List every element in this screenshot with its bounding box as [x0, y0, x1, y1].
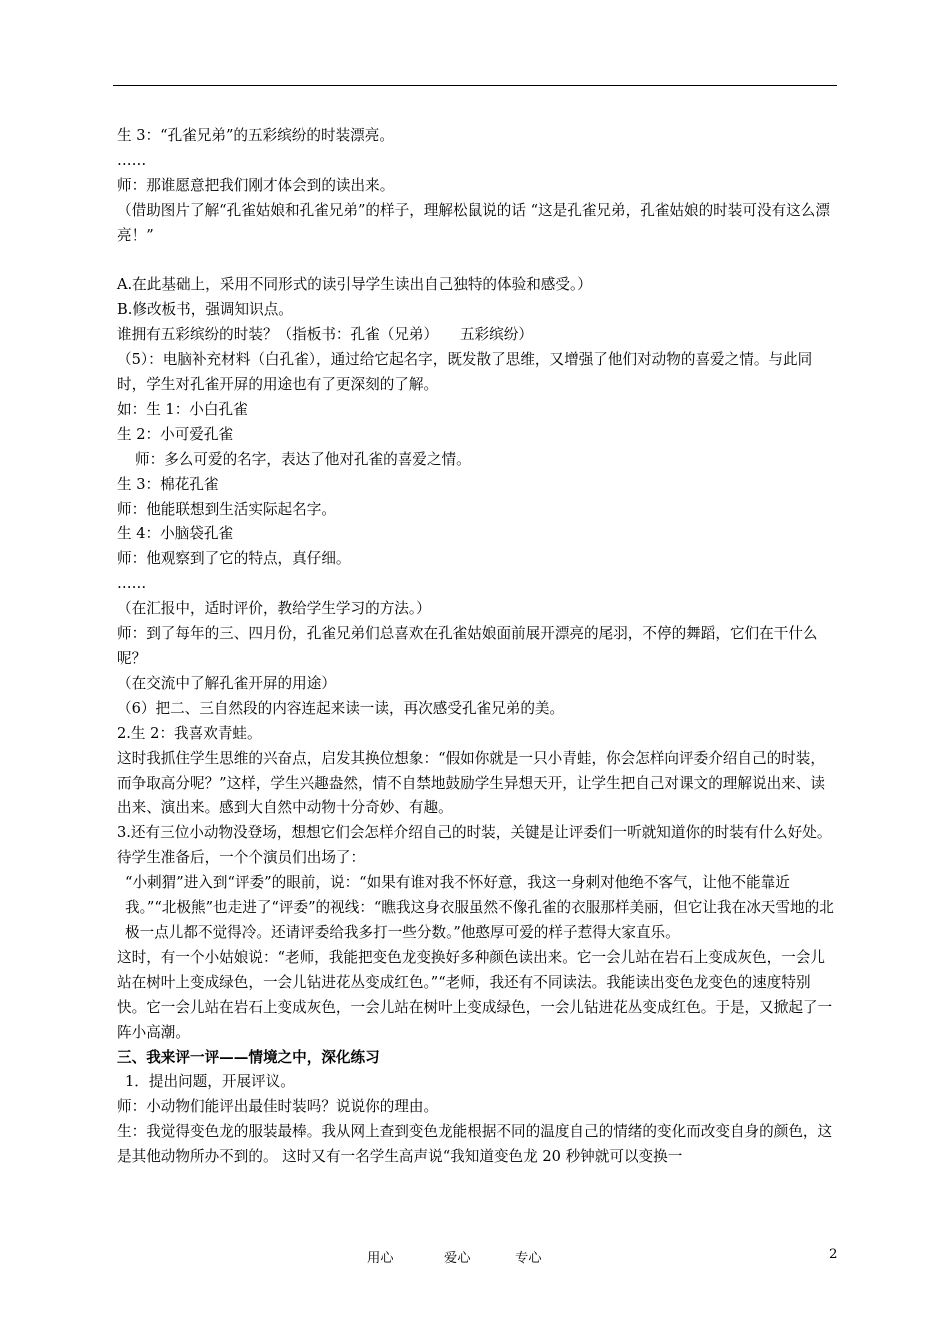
text-line: （在交流中了解孔雀开屏的用途）	[117, 674, 336, 692]
text-line: 生 2：小可爱孔雀	[117, 425, 234, 443]
text-line: 师：多么可爱的名字，表达了他对孔雀的喜爱之情。	[135, 450, 471, 468]
text-line: 待学生准备后，一个个演员们出场了：	[117, 849, 366, 867]
text-line: A.在此基础上，采用不同形式的读引导学生读出自己独特的体验和感受。）	[117, 276, 592, 294]
text-line: 生 4：小脑袋孔雀	[117, 525, 234, 543]
text-line: ……	[117, 575, 147, 593]
text-line: 师：他观察到了它的特点，真仔细。	[117, 550, 351, 568]
text-line: 生 3：棉花孔雀	[117, 475, 219, 493]
header-rule	[113, 85, 837, 86]
page-footer	[0, 1247, 950, 1267]
text-line: 这时，有一个小姑娘说：“老师，我能把变色龙变换好多种颜色读出来。它一会儿站在岩石上变成灰色，一会儿站在树叶上变成绿色，一会儿钻进花丛变成红色。”“老师，我还有不同读法。我能读出变色龙变色的速度特别快。它一会儿站在岩石上变成灰色，一会儿站在树叶上变成绿色，一会儿钻进花丛变成红色。于是，又掀起了一阵小高潮。	[117, 948, 833, 1041]
text-line: 如：生 1：小白孔雀	[117, 400, 248, 418]
text-line: 谁拥有五彩缤纷的时装？（指板书：孔雀（兄弟） 五彩缤纷）	[117, 326, 533, 344]
text-line: 这时我抓住学生思维的兴奋点，启发其换位想象：“假如你就是一只小青蛙，你会怎样向评委介绍自己的时装，而争取高分呢？”这样，学生兴趣盎然，情不自禁地鼓励学生异想天开，让学生把自己对课文的理解说出来、读出来、演出来。感到大自然中动物十分奇妙、有趣。	[117, 749, 825, 817]
text-line: 1．提出问题，开展评议。	[125, 1073, 295, 1091]
text-line: （5）：电脑补充材料（白孔雀），通过给它起名字，既发散了思维，又增强了他们对动物的喜爱之情。与此同时，学生对孔雀开屏的用途也有了更深刻的了解。	[117, 351, 813, 394]
text-line: （6）把二、三自然段的内容连起来读一读，再次感受孔雀兄弟的美。	[117, 699, 565, 717]
text-line: 师：到了每年的三、四月份，孔雀兄弟们总喜欢在孔雀姑娘面前展开漂亮的尾羽，不停的舞蹈，它们在干什么呢？	[117, 625, 818, 668]
text-line: B.修改板书，强调知识点。	[117, 301, 293, 319]
text-line: 2.生 2：我喜欢青蛙。	[117, 724, 262, 742]
footer-motto: 专心	[515, 1251, 542, 1266]
document-body	[117, 124, 839, 1170]
text-line: ……	[117, 151, 147, 169]
section-heading: 三、我来评一评——情境之中，深化练习	[117, 1048, 380, 1066]
footer-motto: 用心	[367, 1251, 394, 1266]
page-number: 2	[829, 1247, 838, 1262]
text-line: （借助图片了解“孔雀姑娘和孔雀兄弟”的样子，理解松鼠说的话 “这是孔雀兄弟，孔雀姑娘的时装可没有这么漂亮！”	[117, 201, 830, 244]
footer-motto: 爱心	[444, 1251, 471, 1266]
text-line: “小刺猬”进入到“评委”的眼前，说：“如果有谁对我不怀好意，我这一身刺对他绝不客气，让他不能靠近我。”“北极熊”也走进了“评委”的视线：“瞧我这身衣服虽然不像孔雀的衣服那样美丽，但它让我在冰天雪地的北极一点儿都不觉得冷。还请评委给我多打一些分数。”他憨厚可爱的样子惹得大家直乐。	[125, 874, 834, 941]
text-line: 生：我觉得变色龙的服装最棒。我从网上查到变色龙能根据不同的温度自己的情绪的变化而改变自身的颜色，这是其他动物所办不到的。 这时又有一名学生高声说“我知道变色龙 20 秒钟就可以变换一	[117, 1123, 833, 1166]
blank-line	[117, 249, 839, 274]
text-line: 师：他能联想到生活实际起名字。	[117, 500, 336, 518]
text-line: 师：那谁愿意把我们刚才体会到的读出来。	[117, 176, 395, 194]
text-line: 3.还有三位小动物没登场，想想它们会怎样介绍自己的时装，关键是让评委们一听就知道你的时装有什么好处。	[117, 824, 832, 842]
text-line: 师：小动物们能评出最佳时装吗？说说你的理由。	[117, 1098, 439, 1116]
text-line: 生 3：“孔雀兄弟”的五彩缤纷的时装漂亮。	[117, 127, 394, 144]
text-line: （在汇报中，适时评价，教给学生学习的方法。）	[117, 600, 431, 618]
